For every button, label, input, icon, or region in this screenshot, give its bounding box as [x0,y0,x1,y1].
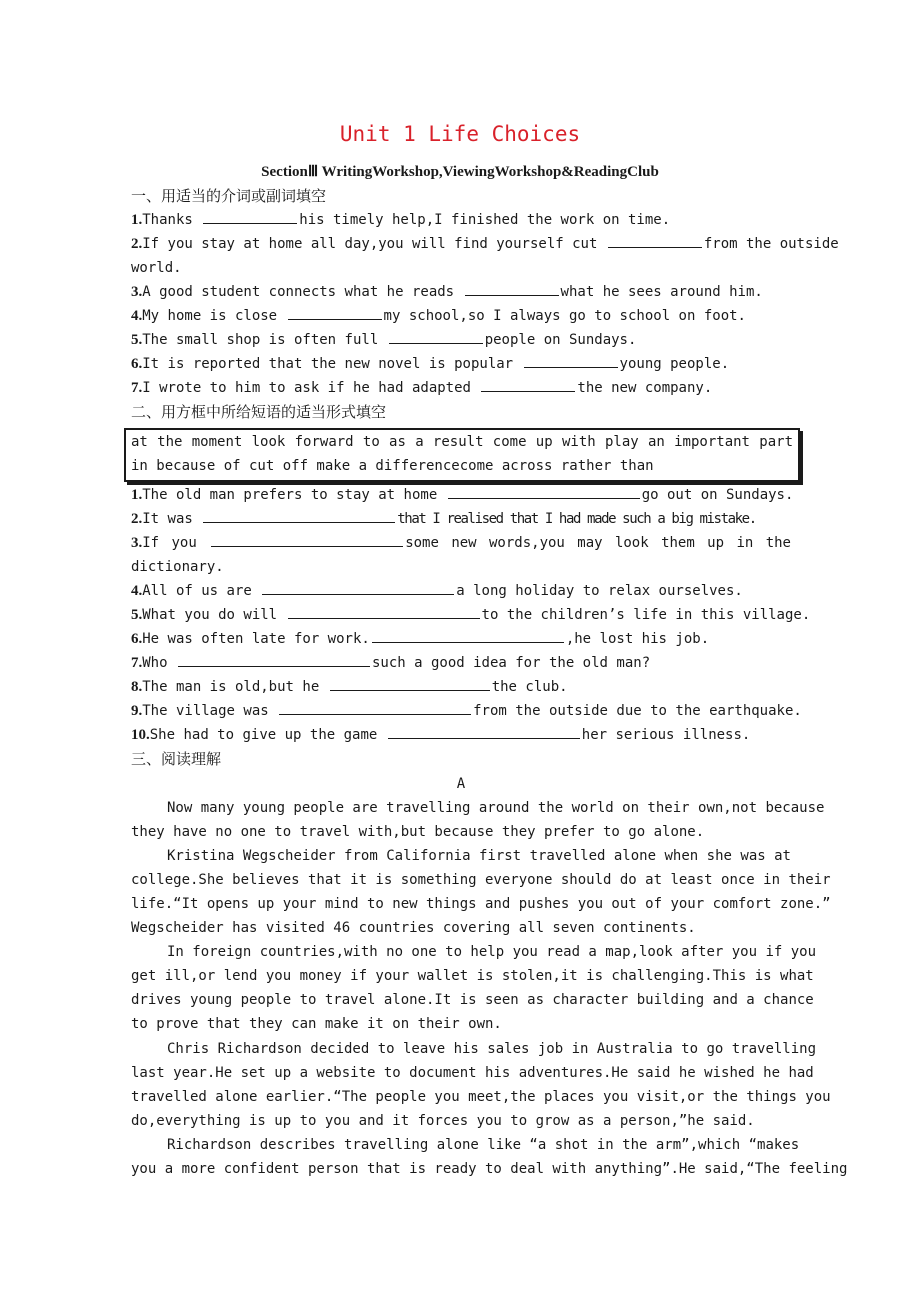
exercise-item: 3.A good student connects what he reads what he sees around him. [131,281,791,303]
answer-blank[interactable] [203,508,395,523]
exercise-item: 5.The small shop is often full people on Sundays. [131,329,791,351]
exercise-item: 6.It is reported that the new novel is popular young people. [131,353,791,375]
answer-blank[interactable] [524,353,618,368]
exercise-item: 7.Who such a good idea for the old man? [131,652,791,674]
answer-blank[interactable] [389,329,483,344]
answer-blank[interactable] [178,652,370,667]
answer-blank[interactable] [372,628,564,643]
phrase-box-line: in because of cut off make a differencecome across rather than [131,458,654,474]
section1-heading: 一、用适当的介词或副词填空 [131,187,327,205]
exercise-item: 10.She had to give up the game her serious illness. [131,724,791,746]
answer-blank[interactable] [330,676,490,691]
answer-blank[interactable] [203,209,297,224]
passage-line: to prove that they can make it on their own. [131,1016,502,1032]
phrase-box-line: at the moment look forward to as a result come up with play an important part [131,434,793,450]
exercise-item: 6.He was often late for work. ,he lost his job. [131,628,791,650]
answer-blank[interactable] [608,233,702,248]
exercise-item: 1.Thanks his timely help,I finished the work on time. [131,209,791,231]
exercise-item: 2.If you stay at home all day,you will find yourself cut from the outside [131,233,791,255]
section2-heading: 二、用方框中所给短语的适当形式填空 [131,403,387,421]
passage-line: you a more confident person that is ready to deal with anything”.He said,“The feeling [131,1161,848,1177]
passage-line: life.“It opens up your mind to new things and pushes you out of your comfort zone.” [131,896,831,912]
passage-line: college.She believes that it is something everyone should do at least once in their [131,872,831,888]
exercise-item: 1.The old man prefers to stay at home go out on Sundays. [131,484,791,506]
exercise-item-continuation: world. [131,260,182,276]
answer-blank[interactable] [448,484,640,499]
section3-heading: 三、阅读理解 [131,750,222,768]
passage-line: get ill,or lend you money if your wallet is stolen,it is challenging.This is what [131,968,814,984]
passage-line: they have no one to travel with,but because they prefer to go alone. [131,824,705,840]
answer-blank[interactable] [211,532,403,547]
exercise-item: 9.The village was from the outside due to the earthquake. [131,700,791,722]
answer-blank[interactable] [279,700,471,715]
exercise-item: 4.My home is close my school,so I always go to school on foot. [131,305,791,327]
exercise-item: 7.I wrote to him to ask if he had adapted the new company. [131,377,791,399]
passage-line: Richardson describes travelling alone like “a shot in the arm”,which “makes [167,1137,800,1153]
answer-blank[interactable] [288,305,382,320]
answer-blank[interactable] [288,604,480,619]
passage-line: Kristina Wegscheider from California first travelled alone when she was at [167,848,791,864]
exercise-item: 3.If you some new words,you may look them up in the [131,532,791,554]
passage-line: Now many young people are travelling around the world on their own,not because [167,800,825,816]
answer-blank[interactable] [481,377,575,392]
exercise-item: 4.All of us are a long holiday to relax ourselves. [131,580,791,602]
answer-blank[interactable] [262,580,454,595]
passage-line: In foreign countries,with no one to help you read a map,look after you if you [167,944,817,960]
passage-line: last year.He set up a website to document his adventures.He said he wished he had [131,1065,814,1081]
passage-line: Wegscheider has visited 46 countries covering all seven continents. [131,920,696,936]
exercise-item-continuation: dictionary. [131,559,224,575]
section-subtitle: SectionⅢ WritingWorkshop,ViewingWorkshop&ReadingClub [261,164,659,180]
exercise-item: 8.The man is old,but he the club. [131,676,791,698]
passage-line: do,everything is up to you and it forces you to grow as a person,”he said. [131,1113,755,1129]
passage-line: Chris Richardson decided to leave his sales job in Australia to go travelling [167,1041,817,1057]
page-title: Unit 1 Life Choices [339,122,581,146]
passage-label: A [456,776,466,792]
exercise-item: 5.What you do will to the children’s life in this village. [131,604,791,626]
answer-blank[interactable] [465,281,559,296]
passage-line: drives young people to travel alone.It is seen as character building and a chance [131,992,814,1008]
answer-blank[interactable] [388,724,580,739]
passage-line: travelled alone earlier.“The people you meet,the places you visit,or the things you [131,1089,831,1105]
exercise-item: 2.It was that I realised that I had made such a big mistake. [131,508,791,530]
